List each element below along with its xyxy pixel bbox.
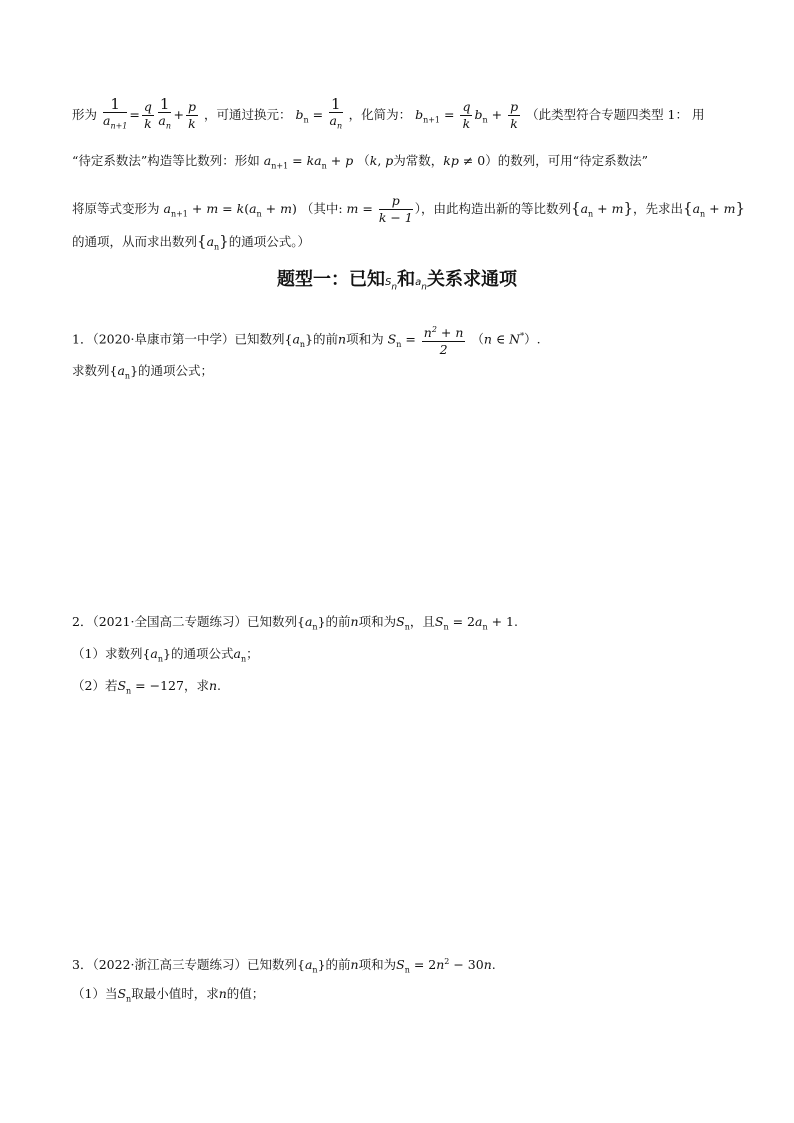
section-title: 题型一：已知$S_n$和$a_n$关系求通项 — [277, 269, 517, 293]
formula: $\frac{q}{k}$ — [143, 98, 152, 131]
section-title-text: 题型一：已知 — [277, 269, 386, 290]
intro-text: ，可通过换元： — [203, 106, 292, 122]
question-3-part-1: （1）当$S_n$取最小值时，求n的值； — [72, 986, 265, 1004]
question-number: 3． — [72, 957, 93, 973]
intro-line-1: 形为 $\frac{1}{a_{n+1}}$ = $\frac{q}{k}$ $\frac{1}{a_n}$ + $\frac{p}{k}$ ，可通过换元： $b_n$ = $\frac{1}{a_n}$ ，化简为： $b_{n+1}$ = $\frac{q}{k}$ $b_n$ + $\frac{p}{k}$ （此类型符合专题四类型 1： 用 — [72, 96, 704, 135]
intro-text: （此类型符合专题四类型 1： 用 — [526, 106, 705, 122]
question-2-part-1: （1）求数列$\{a_n\}$的通项公式$a_n$； — [72, 646, 259, 664]
question-text: ； — [246, 646, 259, 661]
intro-text: ，先求出 — [633, 201, 684, 216]
question-2-part-2: （2）若$S_n = -127$，求n. — [72, 678, 222, 696]
question-number: 1． — [72, 331, 93, 347]
question-text: ，且 — [409, 614, 435, 629]
intro-text: “待定系数法”构造等比数列：形如 — [72, 153, 260, 168]
question-source: （2020·阜康市第一中学） — [92, 331, 235, 347]
question-text: 项和为 — [346, 331, 384, 347]
section-title-text: 关系求通项 — [426, 269, 517, 290]
question-number: 2． — [72, 614, 93, 629]
formula: $\frac{p}{k}$ — [510, 98, 519, 131]
formula: $\frac{1}{a_n}$ — [329, 95, 343, 131]
question-text: 已知数列 — [247, 614, 298, 629]
question-source: （2022·浙江高三专题练习） — [92, 957, 247, 973]
question-text: . — [491, 957, 496, 973]
question-text: （1）当 — [72, 986, 118, 1001]
question-text: （1）求数列 — [72, 646, 143, 661]
question-1: 1．（2020·阜康市第一中学）已知数列$\{a_n\}$的前n项和为 $S_n$ = $\frac{n^2 + n}{2}$ （n ∈ N*）. — [72, 322, 541, 358]
formula: $\frac{1}{a_{n+1}}$ — [103, 95, 128, 131]
question-text: . — [513, 614, 518, 629]
intro-text: 的通项公式。） — [228, 234, 310, 249]
formula: $\frac{p}{k}$ — [187, 98, 196, 131]
intro-line-3: 将原等式变形为 $a_{n+1} + m = k(a_n + m)$ （其中: m = $\frac{p}{k - 1}$ ），由此构造出新的等比数列$\{a_n + m\}$，先求出$\{a_n + m\}$ — [72, 193, 746, 225]
question-text: ，求 — [183, 678, 209, 693]
question-text: （ — [471, 331, 484, 347]
question-text: （2）若 — [72, 678, 118, 693]
formula: $\frac{1}{a_n}$ — [158, 95, 171, 131]
question-text: 项和为 — [358, 957, 397, 973]
section-title-text: 和 — [397, 269, 416, 290]
question-2: 2．（2021·全国高二专题练习）已知数列$\{a_n\}$的前n项和为$S_n$，且$S_n = 2a_n + 1$. — [72, 614, 518, 632]
question-3: 3．（2022·浙江高三专题练习）已知数列$\{a_n\}$的前n项和为$S_n = 2n^2 - 30n$. — [72, 957, 496, 975]
question-1-part: 求数列$\{a_n\}$的通项公式； — [72, 363, 214, 381]
question-text: 的值； — [226, 986, 265, 1001]
question-text: . — [217, 678, 222, 693]
question-text: 求数列 — [72, 363, 110, 378]
intro-text: （ — [357, 153, 370, 168]
question-text: 已知数列 — [247, 957, 298, 973]
question-text: 已知数列 — [234, 331, 285, 347]
intro-line-2: “待定系数法”构造等比数列：形如 $a_{n+1} = ka_n + p$ （k, p为常数，kp ≠ 0）的数列，可用“待定系数法” — [72, 153, 649, 171]
question-text: ）. — [524, 331, 541, 347]
intro-text: ），由此构造出新的等比数列 — [414, 201, 572, 216]
intro-text: 的通项，从而求出数列 — [72, 234, 198, 249]
question-text: 的通项公式； — [138, 363, 214, 378]
intro-text: （其中: — [300, 201, 343, 216]
question-text: 项和为 — [358, 614, 397, 629]
formula: $\frac{q}{k}$ — [462, 98, 471, 131]
question-text: 的前 — [325, 614, 351, 629]
formula: $\frac{n^2 + n}{2}$ — [422, 322, 466, 358]
intro-text: 将原等式变形为 — [72, 201, 160, 216]
intro-text: 形为 — [72, 106, 98, 122]
intro-text: ）的数列，可用“待定系数法” — [485, 153, 649, 168]
question-text: 的通项公式 — [170, 646, 234, 661]
intro-text: 为常数， — [393, 153, 444, 168]
question-text: 取最小值时，求 — [131, 986, 219, 1001]
formula: $\frac{p}{k - 1}$ — [378, 193, 413, 225]
question-text: 的前 — [325, 957, 351, 973]
intro-text: ，化简为： — [348, 106, 412, 122]
question-source: （2021·全国高二专题练习） — [92, 614, 247, 629]
intro-line-4: 的通项，从而求出数列$\{a_n\}$的通项公式。） — [72, 232, 310, 252]
question-text: 的前 — [313, 331, 339, 347]
